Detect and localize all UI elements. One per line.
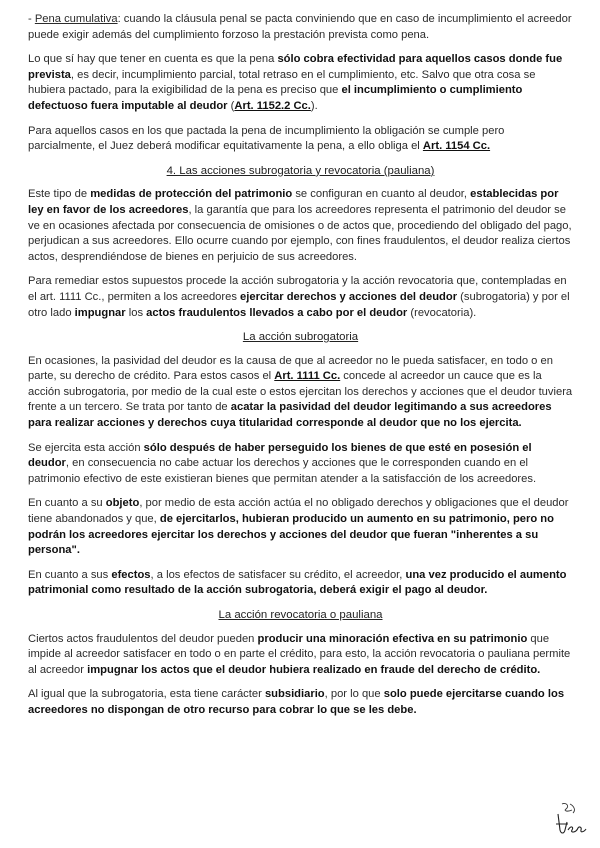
document-page	[28, 12, 573, 728]
article-ref-1152: Art. 1152.2 Cc.	[234, 99, 311, 112]
paragraph-medidas-proteccion: Este tipo de medidas de protección del patrimonio se configuran en cuanto al deudor, establecidas por ley en favor de los acreedores, la garantía que para los acreedores representa el patrimonio del deudor se ve en ocasiones afectada por consecuencia de omisiones o de actos que, procediendo del obligado del pago, perjudican a sus acreedores. Ello ocurre cuando por ejemplo, con fines fraudulentos, el deudor realiza ciertos actos, desprendiéndose de bienes en perjuicio de sus acreedores.	[28, 188, 572, 263]
paragraph-pena-cumulativa: - Pena cumulativa: cuando la cláusula penal se pacta conviniendo que en caso de incumplimiento el acreedor puede exigir además del cumplimiento forzoso la prestación prevista como pena.	[28, 13, 572, 41]
paragraph-actos-fraudulentos: Ciertos actos fraudulentos del deudor pueden producir una minoración efectiva en su patrimonio que impide al acreedor satisfacer en todo o en parte el crédito, para esto, la acción revocatoria o pauliana permite al acreedor impugnar los actos que el deudor hubiera realizado en fraude del derecho de crédito.	[28, 632, 571, 676]
paragraph-ejercicio-accion: Se ejercita esta acción sólo después de haber perseguido los bienes de que esté en posesión el deudor, en consecuencia no cabe actuar los derechos y acciones que le corresponden cuando en el patrimonio efectivo de este existieran bienes que permitan atender a la satisfacción de los acreedores.	[28, 441, 537, 485]
paragraph-efectos: En cuanto a sus efectos, a los efectos de satisfacer su crédito, el acreedor, una vez producido el aumento patrimonial como resultado de la acción subrogatoria, deberá exigir el pago al deudor.	[28, 568, 567, 597]
paragraph-efectividad-pena: Lo que sí hay que tener en cuenta es que la pena sólo cobra efectividad para aquellos casos donde fue prevista, es decir, incumplimiento parcial, total retraso en el cumplimiento, etc. Salvo que otra cosa se hubiera pactado, para la exigibilidad de la pena es preciso que el incumplimiento o cumplimiento defectuoso fuera imputable al deudor (Art. 1152.2 Cc.).	[28, 53, 563, 112]
paragraph-pasividad-deudor: En ocasiones, la pasividad del deudor es la causa de que al acreedor no le pueda satisfacer, en todo o en parte, su derecho de crédito. Para estos casos el Art. 1111 Cc. concede al acreedor un cauce que es la acción subrogatoria, por medio de la cual este o estos ejercitan los derechos y acciones que el deudor tuviera frente a un tercero. Se trata por tanto de acatar la pasividad del deudor legitimando a sus acreedores para realizar acciones y derechos cuya titularidad corresponde al deudor que no los ejercita.	[28, 354, 573, 430]
paragraph-cumplimiento-parcial: Para aquellos casos en los que pactada la pena de incumplimiento la obligación se cumple pero parcialmente, el Juez deberá modificar equitativamente la pena, a ello obliga el Art. 1154 Cc.	[28, 124, 505, 153]
section-heading-acciones: 4. Las acciones subrogatoria y revocatoria (pauliana)	[166, 164, 435, 177]
paragraph-subsidiario: Al igual que la subrogatoria, esta tiene carácter subsidiario, por lo que solo puede ejercitarse cuando los acreedores no dispongan de otro recurso para cobrar lo que se les debe.	[28, 688, 565, 716]
article-ref-1154: Art. 1154 Cc.	[422, 140, 491, 153]
paragraph-remediar-supuestos: Para remediar estos supuestos procede la acción subrogatoria y la acción revocatoria que, contempladas en el art. 1111 Cc., permiten a los acreedores ejercitar derechos y acciones del deudor (subrogatoria) y por el otro lado impugnar los actos fraudulentos llevados a cabo por el deudor (revocatoria).	[28, 275, 570, 319]
paragraph-objeto: En cuanto a su objeto, por medio de esta acción actúa el no obligado derechos y obligaciones que el deudor tiene abandonados y que, de ejercitarlos, hubieran producido un aumento en su patrimonio, pero no podrán los acreedores ejercitar los derechos y acciones del deudor que fueran "inherentes a su persona".	[28, 497, 569, 557]
term-pena-cumulativa: Pena cumulativa	[34, 13, 118, 25]
handwritten-signature-icon	[546, 800, 590, 838]
article-ref-1111: Art. 1111 Cc.	[274, 370, 341, 383]
subheading-accion-subrogatoria: La acción subrogatoria	[242, 331, 359, 344]
subheading-accion-revocatoria: La acción revocatoria o pauliana	[218, 609, 383, 621]
